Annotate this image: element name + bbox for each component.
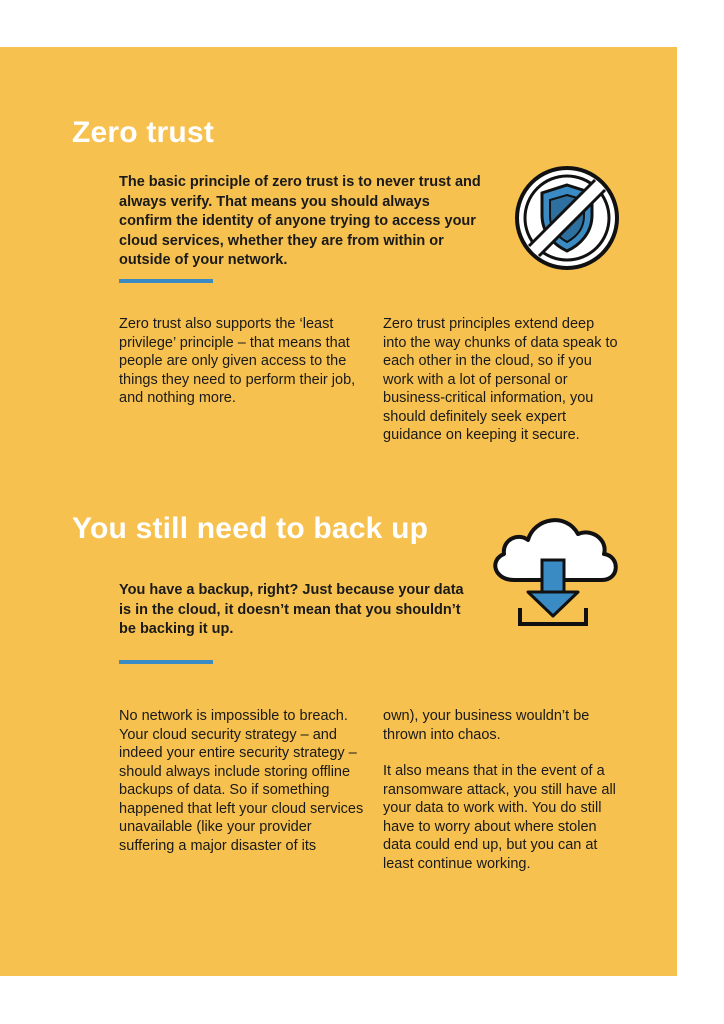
section-title-backup: You still need to back up: [72, 512, 429, 545]
zero-trust-col-left: [119, 315, 369, 426]
zero-trust-col-right: [383, 315, 618, 463]
backup-col-right: [383, 707, 618, 891]
divider-rule-2: [119, 660, 213, 664]
backup-col-left: [119, 707, 364, 873]
backup-lead: You have a backup, right? Just because your data is in the cloud, it doesn’t mean that you shouldn’t be backing it up.: [119, 582, 464, 637]
backup-col-right-p2: It also means that in the event of a ransomware attack, you still have all your data to work with. You do still have to worry about where stolen data could end up, but you can at least continue working.: [383, 763, 616, 872]
zero-trust-col-left-text: Zero trust also supports the ‘least privilege’ principle – that means that people are only given access to the things they need to perform their job, and nothing more.: [119, 316, 356, 406]
cloud-download-icon: [484, 510, 624, 630]
section-title-zero-trust: Zero trust: [72, 116, 215, 149]
backup-col-right-p1: own), your business wouldn’t be thrown into chaos.: [383, 708, 590, 743]
no-shield-icon: [512, 163, 622, 273]
backup-col-left-text: No network is impossible to breach. Your cloud security strategy – and indeed your entire security strategy – should always include storing offline backups of data. So if something happened that left your cloud services unavailable (like your provider suffering a major disaster of its: [119, 708, 364, 854]
divider-rule: [119, 279, 213, 283]
zero-trust-col-right-text: Zero trust principles extend deep into the way chunks of data speak to each other in the cloud, so if you work with a lot of personal or business-critical information, you should definitely seek expert guidance on keeping it secure.: [383, 316, 618, 443]
zero-trust-lead: The basic principle of zero trust is to never trust and always verify. That means you should always confirm the identity of anyone trying to access your cloud services, whether they are from within or outside of your network.: [119, 174, 481, 268]
